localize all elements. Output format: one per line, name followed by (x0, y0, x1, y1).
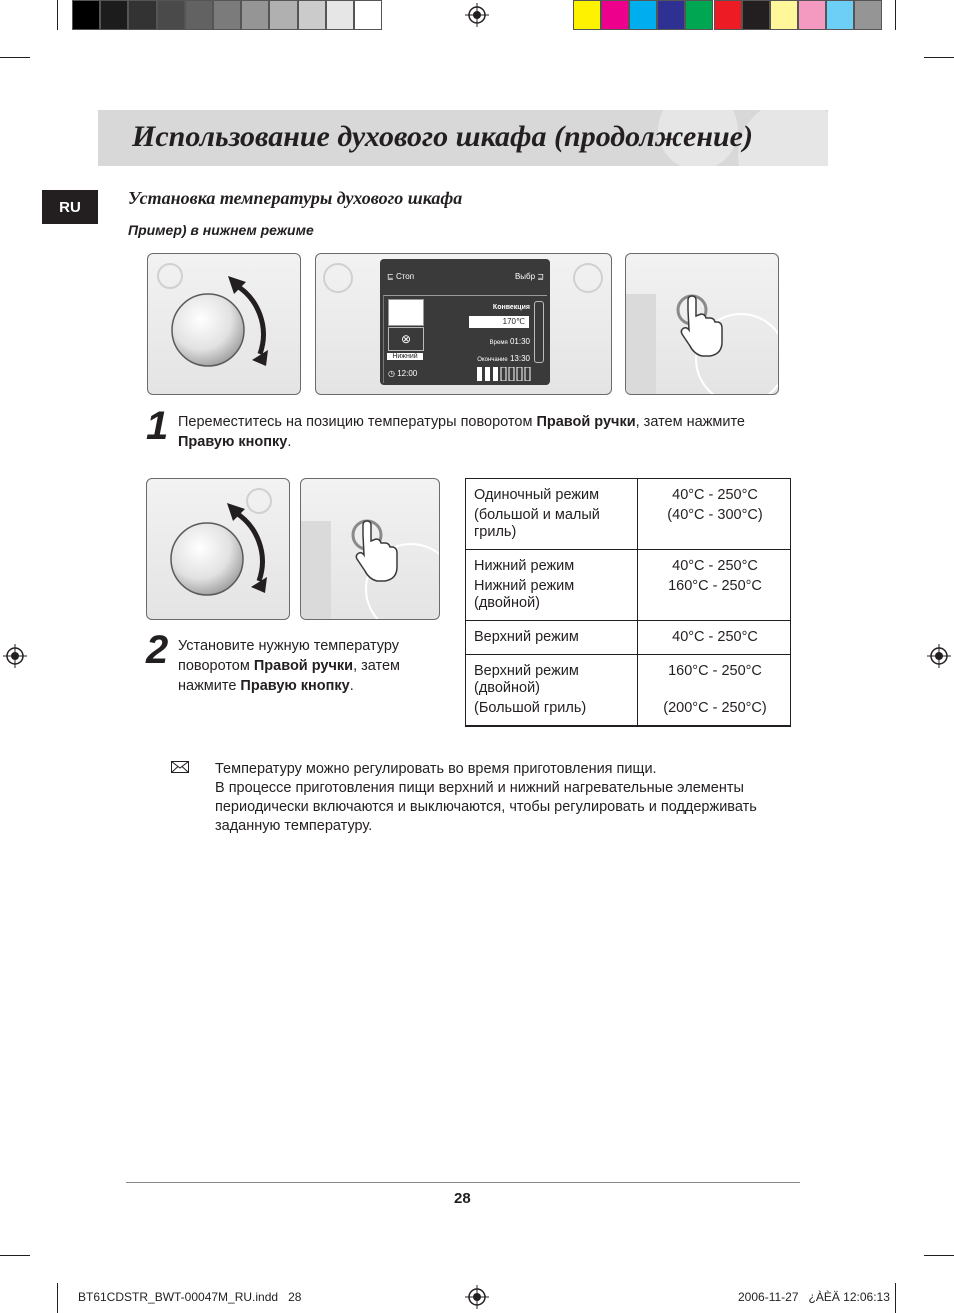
range-text: 160°C - 250°C (668, 663, 762, 679)
clock-value: 12:00 (397, 369, 418, 378)
color-swatch (657, 0, 685, 30)
color-swatch (128, 0, 156, 30)
table-row (466, 621, 791, 655)
select-label (515, 272, 544, 281)
mode-text: (Большой гриль) (474, 700, 587, 716)
print-timestamp: 2006-11-27 ¿ÀÈÄ 12:06:13 (738, 1290, 890, 1304)
color-swatch (298, 0, 326, 30)
step-text: Переместитесь на позицию температуры поворотом (178, 414, 537, 430)
range-cell (638, 621, 791, 655)
button-press-illustration (300, 478, 440, 620)
color-swatch (241, 0, 269, 30)
step-text: . (349, 678, 354, 694)
select-text: Выбр (514, 272, 536, 281)
step-number: 2 (146, 628, 167, 672)
mode-cell (466, 655, 638, 727)
mode-cell (466, 550, 638, 621)
color-swatch (742, 0, 770, 30)
step-instruction (178, 636, 446, 696)
rotary-knob-icon (147, 479, 290, 620)
page-title: Использование духового шкафа (продолжение) (132, 120, 753, 153)
step-instruction (178, 412, 778, 452)
trim-mark (57, 1283, 58, 1313)
color-swatch (798, 0, 826, 30)
note-line: В процессе приготовления пищи верхний и нижний нагревательные элементы периодически включаются и выключаются, чтобы регулировать и поддерживать заданную температуру. (215, 780, 757, 834)
stop-text: Стоп (395, 272, 415, 281)
time-label: Время (489, 340, 508, 346)
page-number: 28 (454, 1190, 471, 1207)
trim-mark (895, 0, 896, 30)
trim-mark (924, 57, 954, 58)
registration-mark-icon (3, 644, 27, 668)
step-text: . (287, 434, 292, 450)
rotary-knob-icon (148, 254, 301, 395)
section-subtitle: Установка температуры духового шкафа (128, 188, 463, 208)
footer-divider (126, 1182, 800, 1183)
registration-mark-icon (465, 3, 489, 27)
step-bold: Правую кнопку (240, 678, 350, 694)
color-swatch (714, 0, 742, 30)
time-readout (490, 337, 530, 346)
color-swatch (72, 0, 100, 30)
step-bold: Правую кнопку (178, 434, 288, 450)
select-icon: ⊒ (537, 272, 544, 281)
color-swatch (826, 0, 854, 30)
temperature-table (465, 478, 791, 727)
hand-press-icon (301, 479, 440, 620)
step-text: , затем нажмите (635, 414, 745, 430)
scroll-track (534, 301, 544, 363)
end-value: 13:30 (509, 354, 530, 363)
color-swatch (770, 0, 798, 30)
knob-illustration (147, 253, 301, 395)
color-swatch (269, 0, 297, 30)
step-bold: Правой ручки (253, 658, 354, 674)
note-text (215, 760, 805, 836)
color-swatch (685, 0, 713, 30)
range-text: (40°C - 300°C) (667, 507, 763, 523)
color-swatch (854, 0, 882, 30)
registration-mark-icon (465, 1285, 489, 1309)
table-row (466, 550, 791, 621)
range-text: 160°C - 250°C (668, 578, 762, 594)
mode-text: Верхний режим (474, 629, 579, 645)
step-bold: Правой ручки (536, 414, 636, 430)
step-text: Установите нужную температуру поворотом (178, 638, 400, 674)
hand-press-icon (626, 254, 779, 395)
color-swatch (629, 0, 657, 30)
color-swatch (326, 0, 354, 30)
progress-segments (477, 367, 537, 383)
range-text: (200°C - 250°C) (663, 700, 767, 716)
mode-cell (466, 621, 638, 655)
registration-mark-icon (927, 644, 951, 668)
range-cell (638, 655, 791, 727)
knob-illustration (146, 478, 290, 620)
lower-mode-label: Нижний (387, 353, 423, 360)
button-press-illustration (625, 253, 779, 395)
color-swatch (573, 0, 601, 30)
note-line: Температуру можно регулировать во время приготовления пищи. (215, 761, 657, 777)
language-tab: RU (42, 190, 98, 224)
color-swatch (185, 0, 213, 30)
range-cell (638, 479, 791, 550)
color-swatch (213, 0, 241, 30)
end-readout (477, 354, 530, 363)
range-text: 40°C - 250°C (672, 558, 758, 574)
file-name: BT61CDSTR_BWT-00047M_RU.indd 28 (78, 1290, 302, 1304)
color-swatch (100, 0, 128, 30)
example-caption: Пример) в нижнем режиме (128, 222, 314, 238)
note-icon (171, 761, 189, 773)
table-row (466, 655, 791, 727)
stop-icon: ⊑ (387, 272, 394, 281)
mode-name: Конвекция (492, 304, 530, 311)
trim-mark (924, 1255, 954, 1256)
step-text: , затем нажмите (178, 658, 401, 694)
range-text: 40°C - 250°C (672, 629, 758, 645)
table-row (466, 479, 791, 550)
color-swatch (354, 0, 382, 30)
mode-text: Одиночный режим (474, 487, 600, 503)
trim-mark (57, 0, 58, 30)
mode-icon-box (388, 299, 424, 326)
mode-text: Верхний режим (двойной) (474, 663, 579, 696)
color-swatch (601, 0, 629, 30)
end-label: Окончание (477, 357, 508, 363)
range-text: 40°C - 250°C (672, 487, 758, 503)
mode-text: (большой и малый гриль) (474, 507, 600, 540)
temperature-readout: 170℃ (469, 316, 529, 328)
range-cell (638, 550, 791, 621)
oven-display (380, 259, 550, 385)
stop-label (387, 272, 414, 281)
time-value: 01:30 (509, 337, 530, 346)
mode-text: Нижний режим (474, 558, 575, 574)
clock-readout (388, 369, 417, 378)
trim-mark (895, 1283, 896, 1313)
convection-icon: ⊗ (388, 327, 424, 351)
title-bar (98, 110, 828, 166)
color-swatch (157, 0, 185, 30)
step-number: 1 (146, 404, 167, 448)
trim-mark (0, 57, 30, 58)
trim-mark (0, 1255, 30, 1256)
control-panel-illustration (315, 253, 612, 395)
mode-cell (466, 479, 638, 550)
clock-icon: ◷ (388, 369, 395, 378)
mode-text: Нижний режим (двойной) (474, 578, 575, 611)
